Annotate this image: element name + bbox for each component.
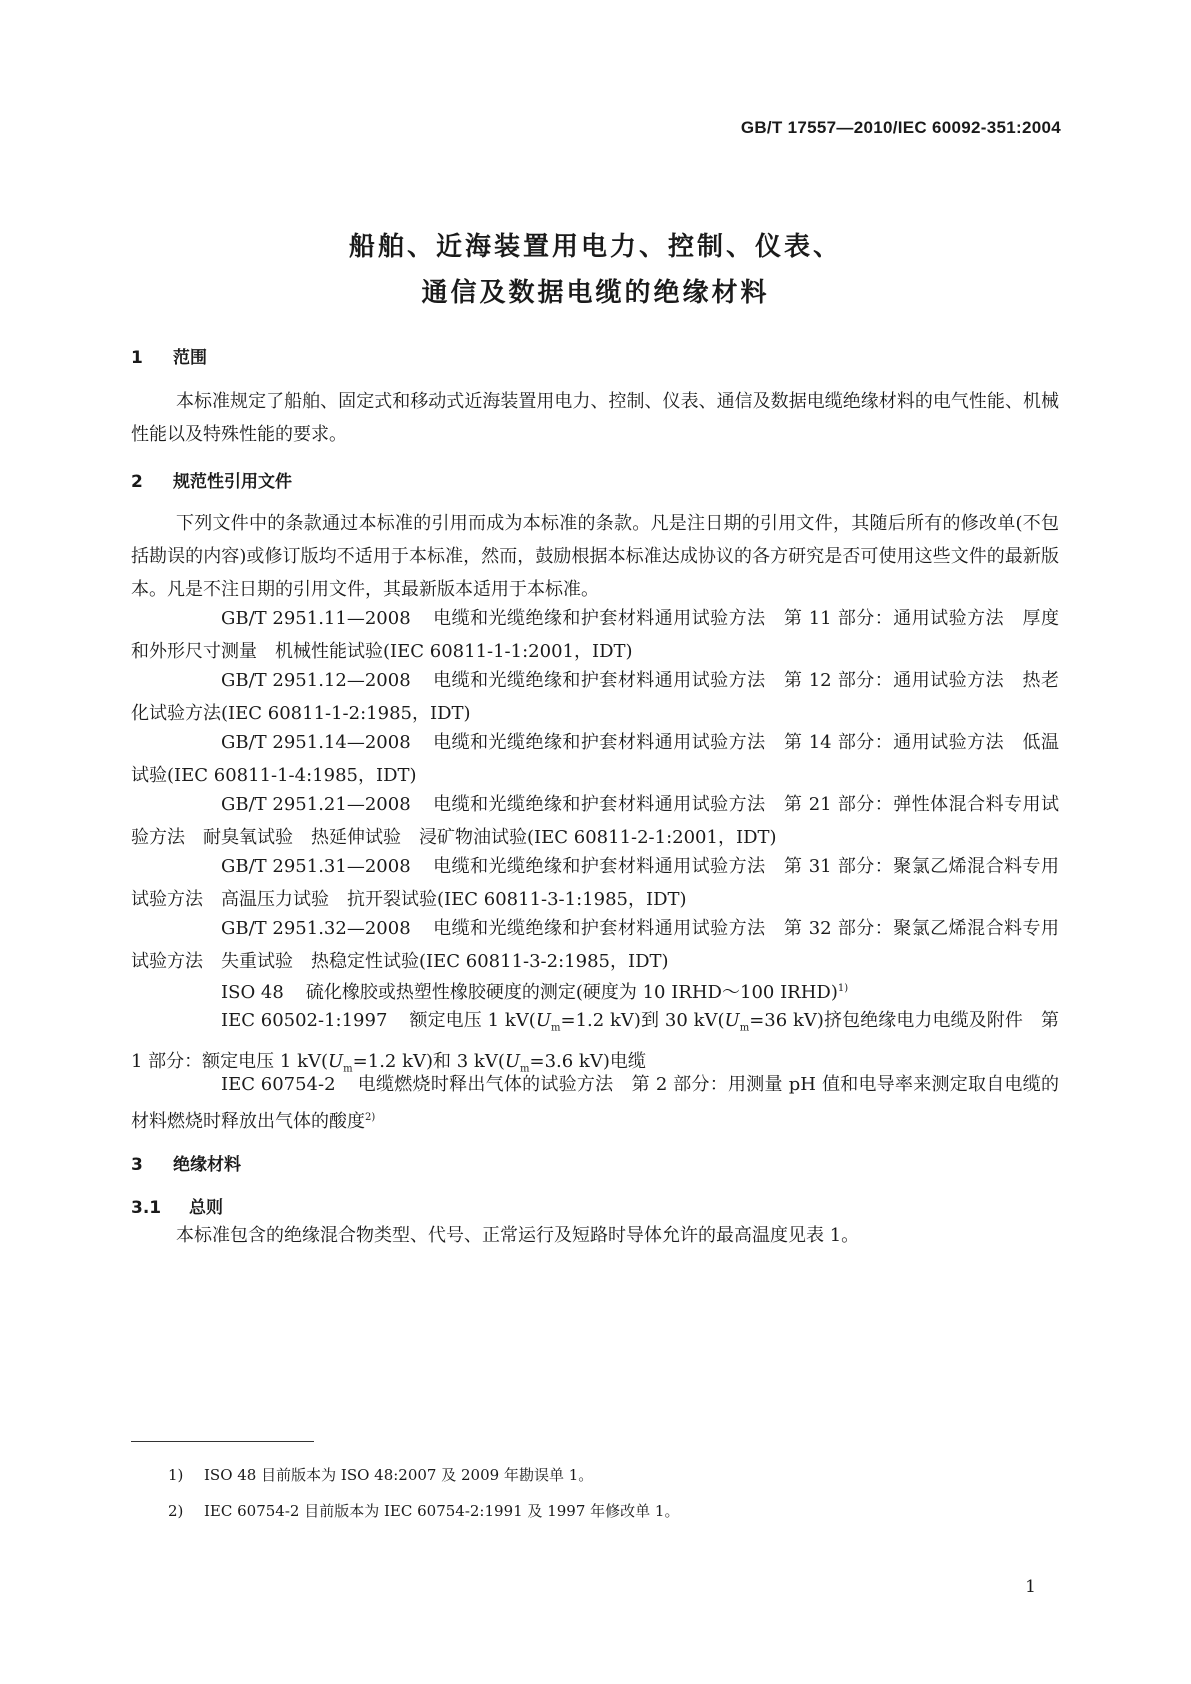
section-2-heading: [131, 467, 292, 492]
symbol-subscript: m: [551, 1022, 561, 1034]
reference-item: [131, 602, 1059, 668]
reference-item-iec60754: [131, 1068, 1059, 1138]
reference-code: GB/T 2951.31—2008: [221, 856, 411, 877]
symbol-u: U: [328, 1050, 344, 1072]
section-number: 1: [131, 348, 143, 368]
reference-item: [131, 726, 1059, 792]
section-2-intro: 下列文件中的条款通过本标准的引用而成为本标准的条款。凡是注日期的引用文件，其随后所有的修改单(不包括勘误的内容)或修订版均不适用于本标准，然而，鼓励根据本标准达成协议的各方研究是否可使用这些文件的最新版本。凡是不注日期的引用文件，其最新版本适用于本标准。: [131, 513, 1059, 600]
reference-text: 电缆和光缆绝缘和护套材料通用试验方法 第 11 部分：通用试验方法 厚度和外形尺寸测量 机械性能试验(IEC 60811-1-1:2001，IDT): [131, 608, 1059, 662]
reference-code: GB/T 2951.11—2008: [221, 608, 411, 629]
symbol-u: U: [724, 1010, 740, 1031]
section-title: 总则: [189, 1198, 223, 1218]
reference-text: 电缆和光缆绝缘和护套材料通用试验方法 第 14 部分：通用试验方法 低温试验(IEC 60811-1-4:1985，IDT): [131, 732, 1059, 786]
reference-code: GB/T 2951.32—2008: [221, 918, 411, 939]
reference-code: GB/T 2951.14—2008: [221, 732, 411, 753]
reference-text: 电缆和光缆绝缘和护套材料通用试验方法 第 32 部分：聚氯乙烯混合料专用试验方法 失重试验 热稳定性试验(IEC 60811-3-2:1985，IDT): [131, 918, 1059, 972]
footnote-number: 2): [168, 1502, 184, 1520]
reference-item: [131, 850, 1059, 916]
footnote-number: 1): [168, 1466, 184, 1484]
ref-text-part: =36 kV)挤包绝缘电力电缆及附件 第 1 部分：额定电压 1 kV(: [131, 1010, 1059, 1072]
footnote-text: IEC 60754-2 目前版本为 IEC 60754-2:1991 及 1997 年修改单 1。: [204, 1502, 680, 1520]
reference-item: [131, 664, 1059, 730]
symbol-u: U: [535, 1010, 551, 1031]
reference-code: GB/T 2951.12—2008: [221, 670, 411, 691]
section-title: 规范性引用文件: [173, 472, 292, 492]
page-number: 1: [1025, 1577, 1036, 1597]
symbol-subscript: m: [739, 1022, 750, 1034]
footnote-marker: 1): [837, 983, 849, 994]
section-number: 3.1: [131, 1198, 162, 1218]
ref-text-part: =3.6 kV)电缆: [529, 1050, 646, 1072]
reference-text: 电缆和光缆绝缘和护套材料通用试验方法 第 31 部分：聚氯乙烯混合料专用试验方法 高温压力试验 抗开裂试验(IEC 60811-3-1:1985，IDT): [131, 856, 1059, 910]
section-3-1-body: 本标准包含的绝缘混合物类型、代号、正常运行及短路时导体允许的最高温度见表 1。: [176, 1225, 860, 1246]
reference-code: IEC 60754-2: [221, 1074, 336, 1095]
section-1-body: 本标准规定了船舶、固定式和移动式近海装置用电力、控制、仪表、通信及数据电缆绝缘材料的电气性能、机械性能以及特殊性能的要求。: [131, 391, 1059, 445]
section-title: 范围: [173, 348, 207, 368]
section-3-1-heading: [131, 1193, 223, 1218]
reference-code: ISO 48: [221, 982, 284, 1003]
reference-item: [131, 788, 1059, 854]
standard-header: GB/T 17557—2010/IEC 60092-351:2004: [740, 118, 1061, 137]
reference-code: IEC 60502-1:1997: [221, 1010, 388, 1031]
section-title: 绝缘材料: [173, 1155, 241, 1175]
section-3-heading: [131, 1150, 241, 1175]
reference-text: 电缆和光缆绝缘和护套材料通用试验方法 第 12 部分：通用试验方法 热老化试验方法(IEC 60811-1-2:1985，IDT): [131, 670, 1059, 724]
footnote-marker: 2): [365, 1112, 376, 1123]
ref-text-part: 额定电压 1 kV(: [409, 1010, 536, 1031]
symbol-u: U: [504, 1050, 521, 1072]
symbol-subscript: m: [520, 1063, 530, 1075]
reference-item: [131, 912, 1059, 978]
footnote-2: [168, 1500, 679, 1521]
document-title-line-1: 船舶、近海装置用电力、控制、仪表、: [348, 232, 842, 262]
ref-text-part: =1.2 kV)和 3 kV(: [352, 1050, 505, 1072]
reference-text: 电缆和光缆绝缘和护套材料通用试验方法 第 21 部分：弹性体混合料专用试验方法 耐臭氧试验 热延伸试验 浸矿物油试验(IEC 60811-2-1:2001，IDT): [131, 794, 1059, 848]
footnote-divider: [131, 1441, 314, 1442]
reference-text: 电缆燃烧时释出气体的试验方法 第 2 部分：用测量 pH 值和电导率来测定取自电缆的材料燃烧时释放出气体的酸度: [131, 1074, 1059, 1132]
section-1-heading: [131, 343, 207, 368]
section-number: 2: [131, 472, 143, 492]
section-number: 3: [131, 1155, 143, 1175]
ref-text-part: =1.2 kV)到 30 kV(: [560, 1010, 725, 1031]
document-title-line-2: 通信及数据电缆的绝缘材料: [421, 278, 770, 308]
footnote-text: ISO 48 目前版本为 ISO 48:2007 及 2009 年勘误单 1。: [204, 1466, 594, 1484]
reference-text: 硫化橡胶或热塑性橡胶硬度的测定(硬度为 10 IRHD～100 IRHD): [305, 982, 838, 1003]
footnote-1: [168, 1464, 593, 1485]
symbol-subscript: m: [343, 1063, 353, 1075]
reference-code: GB/T 2951.21—2008: [221, 794, 411, 815]
